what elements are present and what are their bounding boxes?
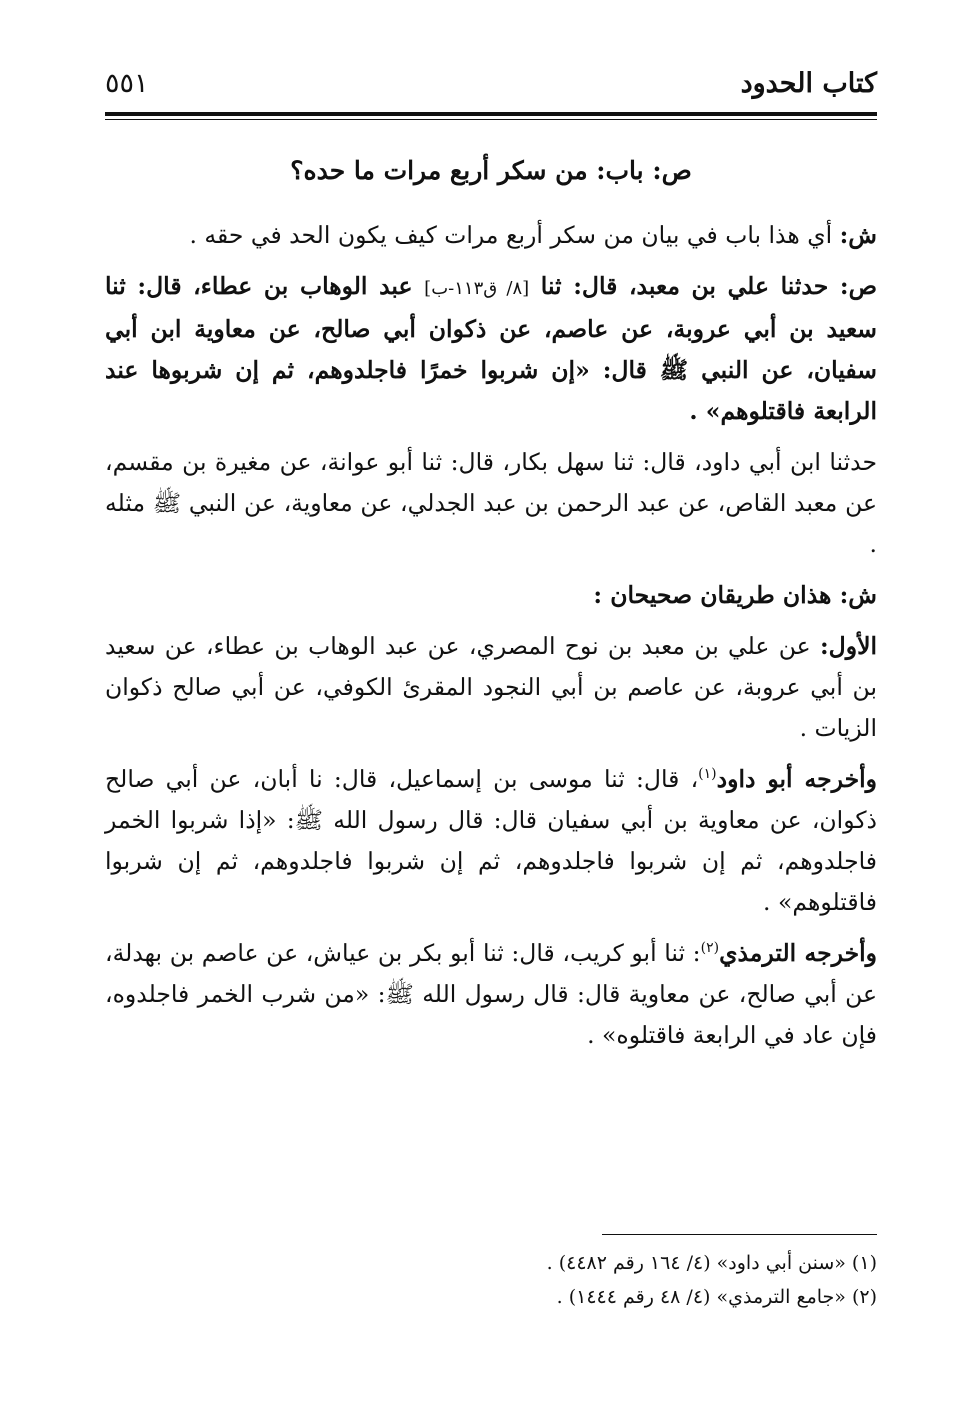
footnote-2: (٢) «جامع الترمذي» (٤/ ٤٨ رقم ١٤٤٤) . [556, 1286, 877, 1308]
footnote-ref-1[interactable]: (١) [698, 766, 717, 783]
paragraph-5-text: عن علي بن معبد بن نوح المصري، عن عبد الوهاب بن عطاء، عن سعيد بن أبي عروبة، عن عاصم بن أبي النجود المقرئ الكوفي، عن أبي صالح ذكوان الزيات . [105, 632, 877, 742]
paragraph-2-text-a: حدثنا علي بن معبد، قال: ثنا [529, 272, 840, 300]
page-header [105, 68, 877, 108]
sharh-label: ش: [839, 221, 877, 249]
footnote-1: (١) «سنن أبي داود» (٤/ ١٦٤ رقم ٤٤٨٢) . [546, 1252, 877, 1274]
main-text [105, 150, 877, 1066]
first-label: الأول: [819, 632, 877, 660]
running-title: كتاب الحدود [740, 68, 877, 99]
header-rule-thin [105, 119, 877, 120]
paragraph-1 [105, 215, 877, 256]
header-rule-thick [105, 112, 877, 116]
matn-label: ص: [839, 272, 877, 300]
abu-dawud-label: وأخرجه أبو داود [716, 765, 877, 793]
paragraph-6 [105, 759, 877, 923]
paragraph-4: ش: هذان طريقان صحيحان : [593, 581, 877, 609]
paragraph-6-text: ، قال: ثنا موسى بن إسماعيل، قال: نا أبان، عن أبي صالح ذكوان، عن معاوية بن أبي سفيان قال: قال رسول الله ﷺ: «إذا شربوا الخمر فاجلدوهم، ثم إن شربوا فاجلدوهم، ثم إن شربوا فاجلدوهم، ثم إن شربوا فاقتلوهم» . [105, 765, 877, 916]
footnotes [105, 1246, 877, 1314]
paragraph-5 [105, 626, 877, 749]
paragraph-1-text: أي هذا باب في بيان من سكر أربع مرات كيف يكون الحد في حقه . [189, 221, 840, 249]
tirmidhi-label: وأخرجه الترمذي [719, 939, 877, 967]
paragraph-7 [105, 933, 877, 1056]
paragraph-2-text-b: عبد الوهاب بن عطاء، قال: ثنا سعيد بن أبي عروبة، عن عاصم، عن ذكوان أبي صالح، عن معاوية ابن أبي سفيان، عن النبي ﷺ قال: «إن شربوا خمرًا فاجلدوهم، ثم إن شربوها عند الرابعة فاقتلوهم» . [105, 272, 877, 425]
paragraph-7-text: : ثنا أبو كريب، قال: ثنا أبو بكر بن عياش، عن عاصم بن بهدلة، عن أبي صالح، عن معاوية قال: قال رسول الله ﷺ: «من شرب الخمر فاجلدوه، فإن عاد في الرابعة فاقتلوه» . [105, 939, 877, 1049]
chapter-title: ص: باب: من سكر أربع مرات ما حده؟ [290, 156, 692, 185]
footnote-ref-2[interactable]: (٢) [700, 940, 720, 957]
footnote-rule [602, 1234, 877, 1235]
manuscript-ref: [٨/ ق١١٣-ب] [424, 278, 530, 299]
paragraph-2 [105, 266, 877, 432]
page-number: ٥٥١ [105, 68, 149, 99]
paragraph-3: حدثنا ابن أبي داود، قال: ثنا سهل بكار، قال: ثنا أبو عوانة، عن مغيرة بن مقسم، عن معبد القاص، عن عبد الرحمن بن عبد الجدلي، عن معاوية، عن النبي ﷺ مثله . [105, 448, 877, 558]
